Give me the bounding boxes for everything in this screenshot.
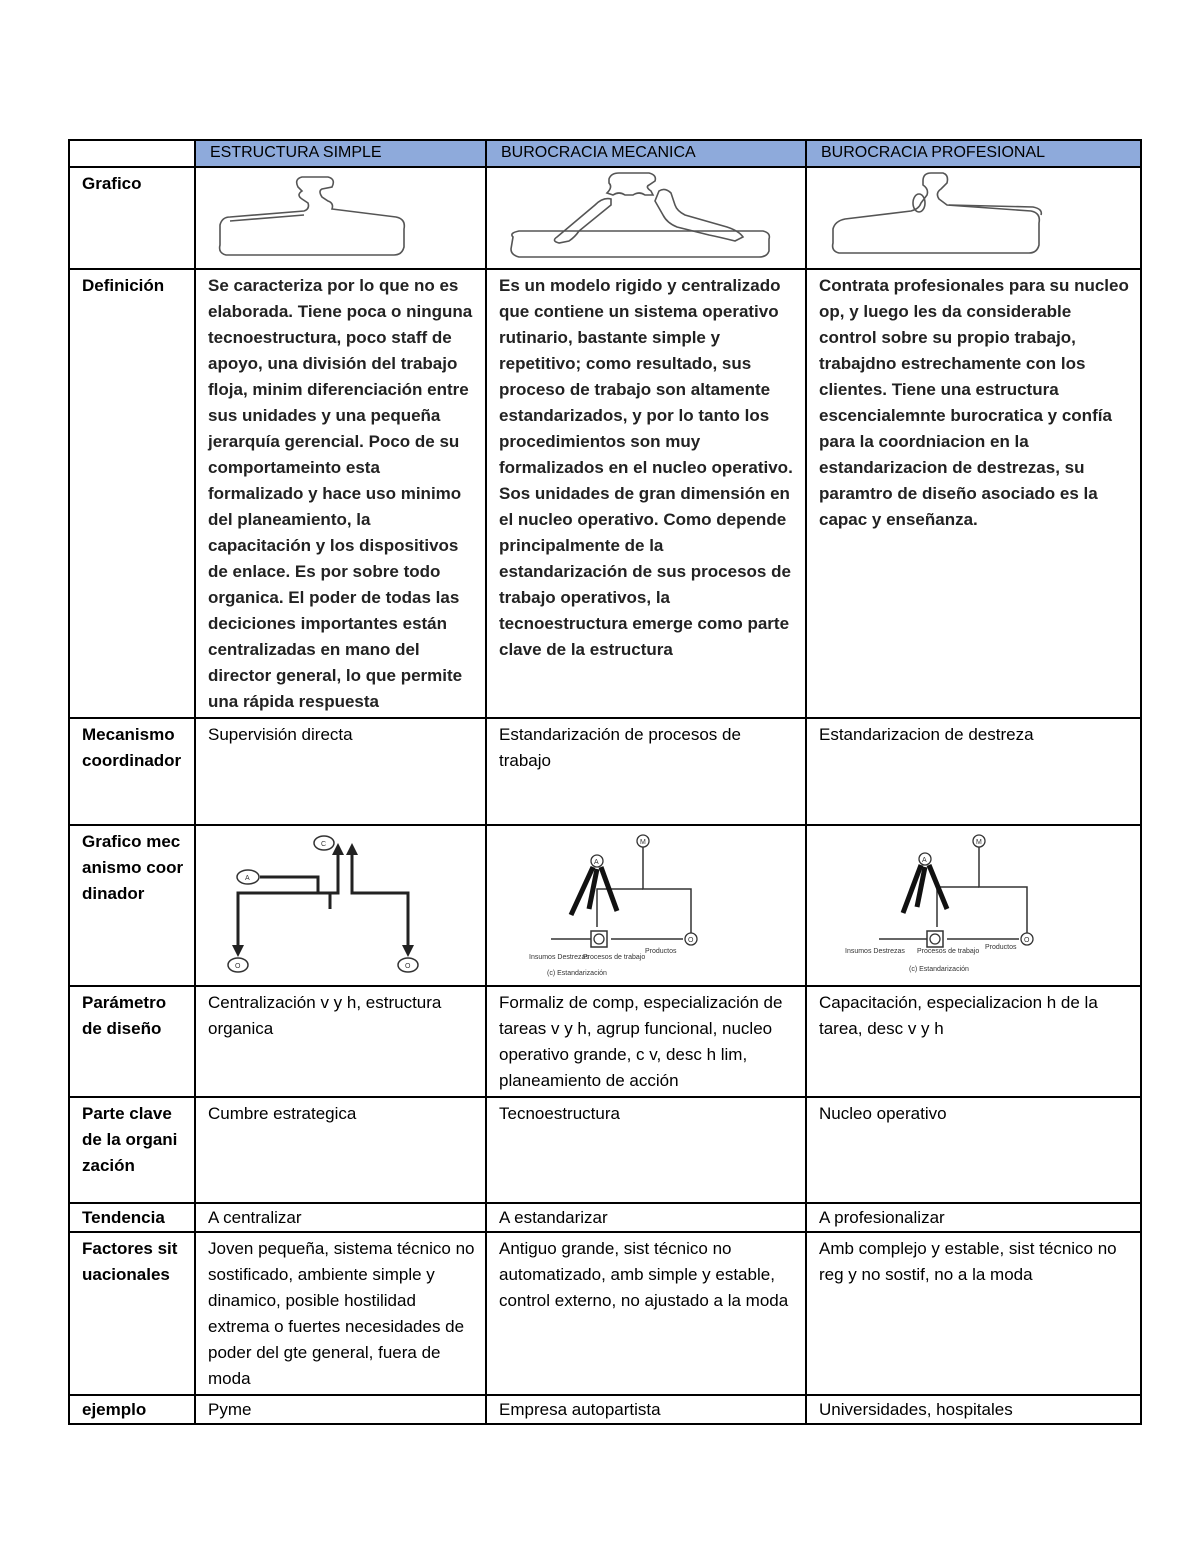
header-burocracia-profesional: BUROCRACIA PROFESIONAL — [806, 140, 1141, 167]
row-parte-clave — [69, 1097, 1141, 1203]
mecanismo-diagram-destreza — [806, 825, 1141, 986]
fig2-a-label: A — [594, 859, 599, 866]
mecanismo-burocracia-profesional: Estandarizacion de destreza — [806, 718, 1141, 825]
graphic-estructura-simple — [195, 167, 486, 269]
row-label-definicion: Definición — [69, 269, 195, 718]
definicion-estructura-simple: Se caracteriza por lo que no es elaborada. Tiene poca o ninguna tecnoestructura, poco staff de apoyo, una división del trabajo floja, minim diferenciación entre sus unidades y una pequeña jerarquía gerencial. Poco de su comportameinto esta formalizado y hace uso minimo del planeamiento, la capacitación y los dispositivos de enlace. Es por sobre todo organica. El poder de todas las deciciones importantes están centralizadas en mano del director general, lo que permite una rápida respuesta — [195, 269, 486, 718]
comparison-table — [68, 139, 1142, 1425]
mecanismo-diagram-procesos — [486, 825, 806, 986]
node-c-label: C — [321, 841, 327, 848]
header-estructura-simple: ESTRUCTURA SIMPLE — [195, 140, 486, 167]
estandarizacion-destreza-diagram — [819, 829, 1089, 979]
fig3-m-label: M — [976, 839, 982, 846]
row-definicion — [69, 269, 1141, 718]
graphic-burocracia-profesional — [806, 167, 1141, 269]
factores-burocracia-mecanica: Antiguo grande, sist técnico no automatizado, amb simple y estable, control externo, no ajustado a la moda — [486, 1232, 806, 1395]
parte-clave-burocracia-mecanica: Tecnoestructura — [486, 1097, 806, 1203]
fig2-insumos-label: Insumos Destrezas — [529, 954, 589, 961]
row-label-mecanismo: Mecanismo coordinador — [69, 718, 195, 825]
definicion-burocracia-profesional: Contrata profesionales para su nucleo op, y luego les da considerable control sobre su propio trabajo, trabajdno estrechamente con los clientes. Tiene una estructura escencialemnte burocratica y confía para la coordniacion en la estandarizacion de destrezas, su paramtro de diseño asociado es la capac y enseñanza. — [806, 269, 1141, 718]
row-parametro — [69, 986, 1141, 1097]
row-label-ejemplo: ejemplo — [69, 1395, 195, 1424]
parte-clave-estructura-simple: Cumbre estrategica — [195, 1097, 486, 1203]
row-ejemplo — [69, 1395, 1141, 1424]
parametro-burocracia-mecanica: Formaliz de comp, especialización de tareas v y h, agrup funcional, nucleo operativo grande, c v, desc h lim, planeamiento de acción — [486, 986, 806, 1097]
row-tendencia — [69, 1203, 1141, 1232]
fig2-m-label: M — [640, 839, 646, 846]
definicion-burocracia-mecanica: Es un modelo rigido y centralizado que contiene un sistema operativo rutinario, bastante simple y repetitivo; como resultado, sus proceso de trabajo son altamente estandarizados, y por lo tanto los procedimientos son muy formalizados en el nucleo operativo. Sos unidades de gran dimensión en el nucleo operativo. Como depende principalmente de la estandarización de sus procesos de trabajo operativos, la tecnoestructura emerge como parte clave de la estructura — [486, 269, 806, 718]
row-grafico — [69, 167, 1141, 269]
row-label-parte-clave: Parte clave de la organización — [69, 1097, 195, 1203]
supervision-directa-diagram — [208, 829, 448, 979]
factores-burocracia-profesional: Amb complejo y estable, sist técnico no reg y no sostif, no a la moda — [806, 1232, 1141, 1395]
fig2-caption: (c) Estandarización — [547, 970, 607, 977]
mecanismo-burocracia-mecanica: Estandarización de procesos de trabajo — [486, 718, 806, 825]
row-label-grafico-mecanismo: Grafico mecanismo coordinador — [69, 825, 195, 986]
burocracia-profesional-diagram — [819, 171, 1059, 261]
node-o-left-label: O — [235, 963, 241, 970]
fig3-insumos-label: Insumos Destrezas — [845, 948, 905, 955]
node-o-right-label: O — [405, 963, 411, 970]
tendencia-burocracia-profesional: A profesionalizar — [806, 1203, 1141, 1232]
fig3-caption: (c) Estandarización — [909, 966, 969, 973]
fig3-procesos-label: Procesos de trabajo — [917, 948, 980, 955]
burocracia-mecanica-diagram — [499, 171, 789, 261]
estructura-simple-diagram — [208, 171, 428, 261]
mecanismo-estructura-simple: Supervisión directa — [195, 718, 486, 825]
parte-clave-burocracia-profesional: Nucleo operativo — [806, 1097, 1141, 1203]
parametro-estructura-simple: Centralización v y h, estructura organica — [195, 986, 486, 1097]
tendencia-estructura-simple: A centralizar — [195, 1203, 486, 1232]
ejemplo-estructura-simple: Pyme — [195, 1395, 486, 1424]
fig3-o-label: O — [1024, 937, 1030, 944]
row-label-factores: Factores situacionales — [69, 1232, 195, 1395]
fig2-productos-label: Productos — [645, 948, 677, 955]
header-burocracia-mecanica: BUROCRACIA MECANICA — [486, 140, 806, 167]
header-row — [69, 140, 1141, 167]
fig2-procesos-label: Procesos de trabajo — [583, 954, 646, 961]
row-mecanismo — [69, 718, 1141, 825]
row-label-grafico: Grafico — [69, 167, 195, 269]
factores-estructura-simple: Joven pequeña, sistema técnico no sostificado, ambiente simple y dinamico, posible hostilidad extrema o fuertes necesidades de poder del gte general, fuera de moda — [195, 1232, 486, 1395]
fig3-productos-label: Productos — [985, 944, 1017, 951]
graphic-burocracia-mecanica — [486, 167, 806, 269]
row-grafico-mecanismo — [69, 825, 1141, 986]
fig2-o-label: O — [688, 937, 694, 944]
mecanismo-diagram-supervision — [195, 825, 486, 986]
row-label-parametro: Parámetro de diseño — [69, 986, 195, 1097]
ejemplo-burocracia-profesional: Universidades, hospitales — [806, 1395, 1141, 1424]
fig3-a-label: A — [922, 857, 927, 864]
node-a-label: A — [245, 875, 250, 882]
row-factores — [69, 1232, 1141, 1395]
ejemplo-burocracia-mecanica: Empresa autopartista — [486, 1395, 806, 1424]
header-blank-cell — [69, 140, 195, 167]
row-label-tendencia: Tendencia — [69, 1203, 195, 1232]
estandarizacion-procesos-diagram — [499, 829, 749, 979]
parametro-burocracia-profesional: Capacitación, especializacion h de la tarea, desc v y h — [806, 986, 1141, 1097]
tendencia-burocracia-mecanica: A estandarizar — [486, 1203, 806, 1232]
